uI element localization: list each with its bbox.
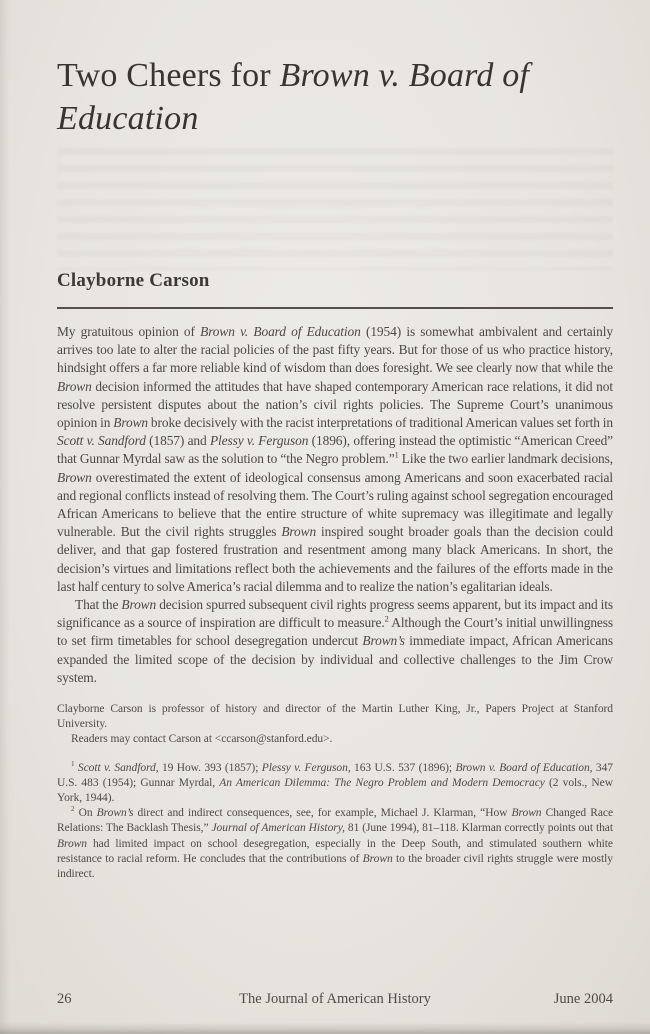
author-note-affiliation: Clayborne Carson is professor of history and director of the Martin Luther King, Jr., Papers Project at Stanford University. [57, 703, 613, 731]
author-note-contact: Readers may contact Carson at <ccarson@stanford.edu>. [71, 733, 333, 746]
journal-title: The Journal of American History [239, 991, 431, 1007]
author-divider-rule [57, 307, 613, 309]
page-content [57, 0, 613, 882]
footnotes-block [57, 761, 613, 883]
footnote-1: $^1$ Scott v. Sandford, 19 How. 393 (1857); Plessy v. Ferguson, 163 U.S. 537 (1896); Brown v. Board of Education, 347 U.S. 483 (1954); Gunnar Myrdal, An American Dilemma: The Negro Problem and Modern Democracy (2 vols., New York, 1944). [57, 759, 613, 805]
author-note [57, 702, 613, 748]
body-paragraph-1: My gratuitous opinion of Brown v. Board of Education (1954) is somewhat ambivalent and certainly arrives too late to alter the racial policies of the past fifty years. But for those of us who practice history, hindsight offers a far more reliable kind of wisdom than does foresight. We see clearly now that while the Brown decision informed the attitudes that have shaped contemporary American race relations, it did not resolve persistent disputes about the nation’s civil rights policies. The Supreme Court’s unanimous opinion in Brown broke decisively with the racist interpretations of traditional American values set forth in Scott v. Sandford (1857) and Plessy v. Ferguson (1896), offering instead the optimistic “American Creed” that Gunnar Myrdal saw as the solution to “the Negro problem.”$^1$ Like the two earlier landmark decisions, Brown overestimated the extent of ideological consensus among Americans and soon exacerbated racial and regional conflicts instead of resolving them. The Court’s ruling against school segregation encouraged African Americans to believe that the entire structure of white supremacy was illegitimate and legally vulnerable. But the civil rights struggles Brown inspired sought broader goals than the decision could deliver, and that gap fostered frustration and resentment among many black Americans. In short, the decision’s virtues and limitations reflect both the achievements and the failures of the efforts made in the last half century to solve America’s racial dilemma and to realize the nation’s egalitarian ideals. [57, 324, 614, 594]
page-bottom-edge-shadow [0, 1022, 650, 1034]
author-name: Clayborne Carson [57, 270, 210, 291]
issue-date: June 2004 [553, 991, 613, 1007]
bleedthrough-text [57, 148, 613, 270]
page-number: 26 [57, 991, 72, 1007]
body-paragraph-2: That the Brown decision spurred subsequent civil rights progress seems apparent, but its impact and its significance as a source of inspiration are difficult to measure.$^2$ Although the Court’s initial unwillingness to set firm timetables for school desegregation undercut Brown’s immediate impact, African Americans expanded the limited scope of the decision by individual and collective challenges to the Jim Crow system. [57, 597, 613, 685]
page-left-edge-shadow [0, 0, 10, 1034]
page-footer [57, 991, 613, 1008]
footnote-2: $^2$ On Brown’s direct and indirect consequences, see, for example, Michael J. Klarman, “How Brown Changed Race Relations: The Backlash Thesis,” Journal of American History, 81 (June 1994), 81–118. Klarman correctly points out that Brown had limited impact on school desegregation, especially in the Deep South, and stimulated southern white resistance to racial reform. He concludes that the contributions of Brown to the broader civil rights struggle were mostly indirect. [57, 805, 613, 881]
article-title: Two Cheers for Brown v. Board of Education [57, 57, 530, 137]
